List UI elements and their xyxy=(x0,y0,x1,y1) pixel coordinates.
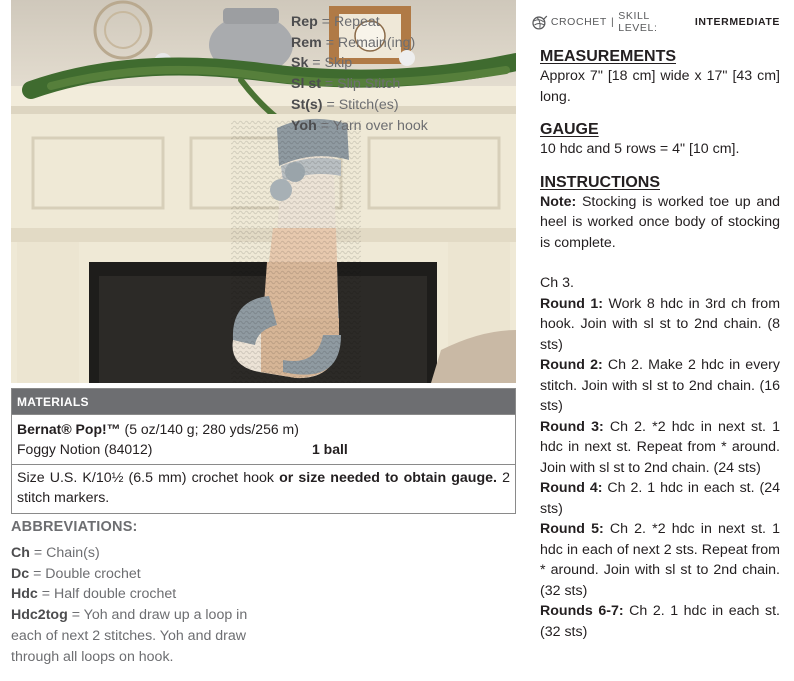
instructions-note xyxy=(540,192,780,254)
round-text: Ch 2. Make 2 hdc in every stitch. Join with sl st to 2nd chain. (16 sts) xyxy=(540,357,781,414)
abbr-term: Sl st xyxy=(291,76,321,93)
spacer xyxy=(540,253,780,273)
abbr-term: Hdc2tog xyxy=(11,607,68,624)
note-text: Stocking is worked toe up and heel is worked once body of stocking is complete. xyxy=(540,193,780,251)
abbr-item xyxy=(11,543,276,564)
round-text: Work 8 hdc in 3rd ch from hook. Join with sl st to 2nd chain. (8 sts) xyxy=(540,295,781,353)
abbr-term: Rep xyxy=(291,14,318,30)
abbr-item xyxy=(291,53,511,74)
header-separator: | xyxy=(610,16,615,28)
crochet-stocking xyxy=(231,119,361,383)
round-item xyxy=(540,355,780,417)
round-text: Ch 2. 1 hdc in each st. (24 sts) xyxy=(540,480,780,517)
abbr-item xyxy=(11,584,276,605)
abbreviations-left xyxy=(11,543,276,667)
round-item xyxy=(540,417,780,479)
abbr-item xyxy=(291,116,511,137)
abbr-item xyxy=(11,605,276,667)
abbr-meaning: = Yarn over hook xyxy=(316,117,428,134)
materials-box xyxy=(11,388,516,514)
abbr-item xyxy=(11,564,276,585)
hook-extra: 2 stitch markers. xyxy=(17,470,510,506)
hook-text: Size U.S. K/10½ (6.5 mm) crochet hook xyxy=(17,470,280,486)
abbr-meaning: = Double crochet xyxy=(29,565,141,582)
abbr-item xyxy=(291,95,511,116)
yarn-amount: 1 ball xyxy=(312,441,348,457)
abbr-meaning: = Stitch(es) xyxy=(322,96,399,113)
round-item xyxy=(540,601,780,642)
hook-gauge-note: or size needed to obtain gauge. xyxy=(279,470,497,486)
round-item xyxy=(540,478,780,519)
skill-level-value: INTERMEDIATE xyxy=(694,16,780,28)
abbr-term: Hdc xyxy=(11,586,38,603)
abbr-term: Yoh xyxy=(291,117,317,134)
pattern-column xyxy=(540,12,780,642)
note-label: Note: xyxy=(540,193,577,210)
yarn-color: Foggy Notion (84012) xyxy=(17,441,153,457)
round-label: Round 1: xyxy=(540,295,604,312)
abbr-item xyxy=(291,12,511,33)
skill-level-label: SKILL LEVEL: xyxy=(618,10,658,34)
round-label: Rounds 6-7: xyxy=(540,603,624,619)
abbreviations-title: ABBREVIATIONS: xyxy=(11,519,138,535)
abbr-term: Rem xyxy=(291,34,322,51)
yarn-spec: (5 oz/140 g; 280 yds/256 m) xyxy=(120,421,299,437)
round-text: Ch 2. *2 hdc in next st. 1 hdc in next st. Repeat from * around. Join with sl st to 2nd chain. (24 sts) xyxy=(540,418,781,476)
yarn-name: Bernat® Pop!™ xyxy=(17,421,121,437)
yarn-ball-icon xyxy=(532,14,548,30)
abbr-term: Ch xyxy=(11,545,30,561)
abbr-meaning: = Repeat xyxy=(317,14,380,30)
pompom xyxy=(270,179,292,201)
gauge-text: 10 hdc and 5 rows = 4" [10 cm]. xyxy=(540,141,740,157)
round-text: Ch 2. *2 hdc in next st. 1 hdc in each of next 2 sts. Repeat from * around. Join with sl st to 2nd chain. (32 sts) xyxy=(540,521,781,599)
abbr-term: St(s) xyxy=(291,96,323,113)
abbr-meaning: = Slip Stitch xyxy=(320,76,401,93)
round-label: Round 3: xyxy=(540,418,604,435)
abbr-meaning: = Half double crochet xyxy=(37,586,177,603)
abbreviations-right xyxy=(291,12,511,136)
instructions-title: INSTRUCTIONS xyxy=(540,173,660,191)
gauge-title: GAUGE xyxy=(540,121,599,138)
abbr-item xyxy=(291,74,511,95)
round-item xyxy=(540,294,780,356)
abbr-meaning: = Remain(ing) xyxy=(321,34,416,51)
abbr-item xyxy=(291,33,511,54)
abbr-term: Sk xyxy=(291,55,309,72)
round-label: Round 4: xyxy=(540,480,603,496)
measurements-text: Approx 7" [18 cm] wide x 17" [43 cm] long. xyxy=(540,68,780,105)
instructions-start: Ch 3. xyxy=(540,275,574,291)
round-label: Round 5: xyxy=(540,521,604,537)
abbr-meaning: = Yoh and draw up a loop in each of next 2 stitches. Yoh and draw through all loops on hook. xyxy=(11,607,248,665)
round-text: Ch 2. 1 hdc in each st. (32 sts) xyxy=(540,603,780,640)
materials-title: MATERIALS xyxy=(12,389,515,414)
materials-hook xyxy=(12,464,515,513)
materials-yarn xyxy=(12,414,515,464)
round-item xyxy=(540,519,780,601)
abbr-term: Dc xyxy=(11,565,30,582)
abbr-meaning: = Skip xyxy=(308,55,353,72)
measurements-title: MEASUREMENTS xyxy=(540,48,677,65)
skill-header xyxy=(532,12,780,32)
abbr-meaning: = Chain(s) xyxy=(29,545,100,561)
round-label: Round 2: xyxy=(540,357,603,373)
category-label: CROCHET xyxy=(550,16,607,28)
